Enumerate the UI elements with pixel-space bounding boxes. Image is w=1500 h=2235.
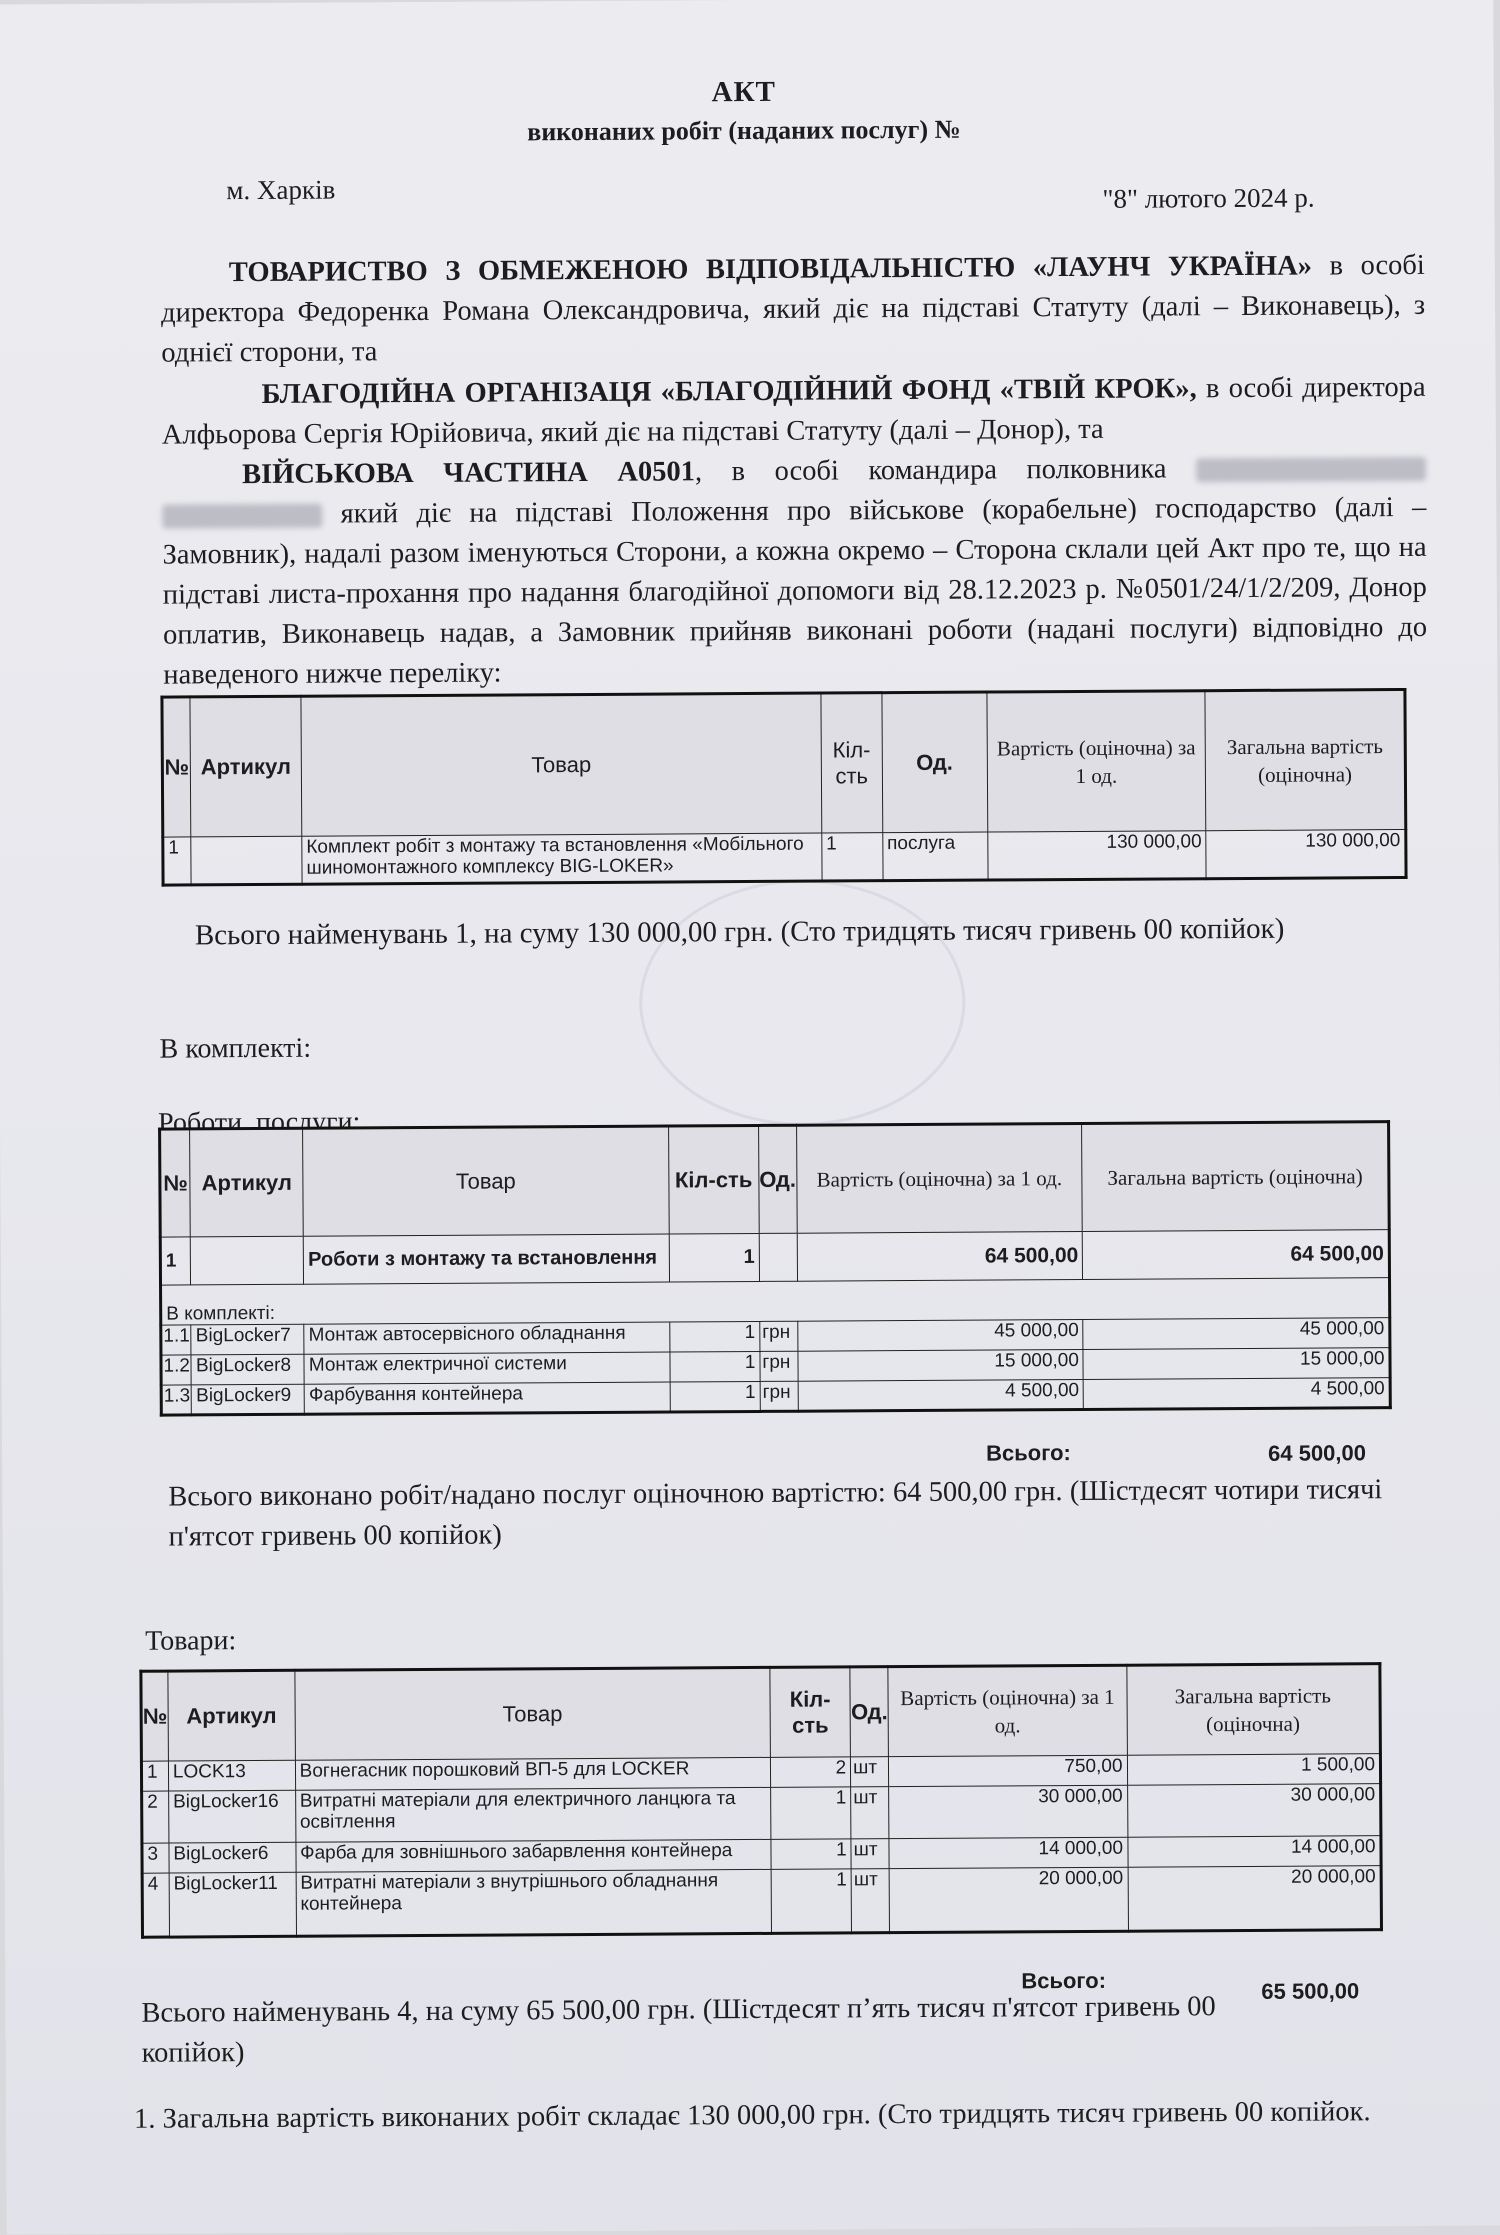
cell-num: 4 <box>142 1873 169 1937</box>
redacted-name-2 <box>162 504 322 529</box>
header-qty: Кіл-сть <box>821 693 883 833</box>
cell-total: 14 000,00 <box>1127 1836 1381 1868</box>
cell-unit <box>759 1233 797 1281</box>
header-unit-price: Вартість (оціночна) за 1 од. <box>796 1123 1083 1233</box>
document-subtitle: виконаних робіт (наданих послуг) № <box>527 114 961 147</box>
cell-unit: послуга <box>883 832 988 881</box>
cell-unit-price: 15 000,00 <box>797 1349 1083 1381</box>
cell-article: BigLocker7 <box>191 1324 304 1355</box>
works-total-label: Всього: <box>985 1440 1071 1466</box>
summary-1: Всього найменувань 1, на суму 130 000,00 грн. (Сто тридцять тисяч гривень 00 копійок) <box>194 912 1285 952</box>
cell-article: BigLocker9 <box>192 1384 305 1415</box>
header-product: Товар <box>301 693 822 836</box>
cell-article: LOCK13 <box>168 1760 295 1791</box>
main-table <box>160 688 1407 887</box>
cell-product: Монтаж автосервісного обладнання <box>304 1322 669 1354</box>
city: м. Харків <box>226 174 336 206</box>
table-header-row <box>162 689 1406 837</box>
cell-product: Фарбування контейнера <box>304 1382 669 1414</box>
cell-product: Витратні матеріали для електричного ланцюга та освітлення <box>295 1787 771 1842</box>
customer-text-1: , в особі командира полковника <box>694 453 1167 488</box>
cell-unit: грн <box>760 1351 798 1381</box>
contractor-text: в особі директора Федоренка Романа Олександровича, який діє на підставі Статуту (далі – Виконавець), з однієї сторони, та <box>160 249 1426 369</box>
cell-article: BigLocker8 <box>191 1354 304 1385</box>
cell-unit: грн <box>760 1381 798 1411</box>
cell-article <box>191 836 302 885</box>
cell-qty: 1 <box>669 1233 760 1282</box>
cell-product: Монтаж електричної системи <box>304 1352 669 1384</box>
cell-total: 15 000,00 <box>1083 1348 1390 1380</box>
donor-text: в особі директора Алфьорова Сергія Юрійовича, який діє на підставі Статуту (далі – Донор), та <box>161 371 1426 451</box>
cell-article: BigLocker11 <box>169 1872 296 1937</box>
summary-2: Всього виконано робіт/надано послуг оціночною вартістю: 64 500,00 грн. (Шістдесят чотири тисячі п'ятсот гривень 00 копійок) <box>168 1474 1383 1553</box>
cell-article: BigLocker6 <box>169 1842 296 1873</box>
cell-unit-price: 14 000,00 <box>889 1837 1127 1868</box>
cell-qty: 2 <box>770 1757 850 1787</box>
cell-article: BigLocker16 <box>169 1790 296 1843</box>
customer-name: ВІЙСЬКОВА ЧАСТИНА А0501 <box>241 456 696 491</box>
table-header-row <box>141 1664 1381 1762</box>
in-set-label: В комплекті: <box>159 1032 312 1065</box>
cell-product: Вогнегасник порошковий ВП-5 для LOCKER <box>295 1757 771 1790</box>
cell-total: 20 000,00 <box>1128 1866 1382 1932</box>
works-table <box>158 1120 1392 1417</box>
works-total-value: 64 500,00 <box>1268 1440 1367 1466</box>
sub-label: В комплекті: <box>161 1278 1390 1326</box>
cell-product: Роботи з монтажу та встановлення <box>303 1234 669 1284</box>
header-total: Загальна вартість (оціночна) <box>1205 689 1406 830</box>
document-date: "8" лютого 2024 р. <box>1102 182 1315 214</box>
donor-name: БЛАГОДІЙНА ОРГАНІЗАЦЯ «БЛАГОДІЙНИЙ ФОНД «ТВІЙ КРОК», <box>261 373 1197 410</box>
header-unit: Од. <box>758 1125 796 1233</box>
cell-qty: 1 <box>669 1321 759 1352</box>
cell-total: 1 500,00 <box>1127 1754 1381 1786</box>
works-label: Роботи, послуги: <box>157 1106 361 1139</box>
header-article: Артикул <box>168 1670 295 1761</box>
header-product: Товар <box>303 1126 669 1236</box>
header-article: Артикул <box>190 1128 304 1237</box>
cell-unit: шт <box>851 1839 889 1869</box>
cell-num: 1.3 <box>161 1385 192 1415</box>
header-unit-price: Вартість (оціночна) за 1 од. <box>987 691 1206 832</box>
header-num: № <box>141 1671 168 1761</box>
cell-unit: шт <box>851 1869 890 1933</box>
header-unit: Од. <box>882 692 988 833</box>
header-num: № <box>160 1129 191 1237</box>
cell-product: Комплект робіт з монтажу та встановлення «Мобільного шиномонтажного комплексу BIG-LOKER» <box>302 833 822 884</box>
cell-unit-price: 4 500,00 <box>798 1379 1084 1411</box>
cell-qty: 1 <box>771 1869 851 1933</box>
goods-total-value: 65 500,00 <box>1261 1978 1360 2004</box>
cell-num: 2 <box>142 1791 169 1843</box>
cell-unit-price: 130 000,00 <box>987 831 1206 880</box>
header-unit: Од. <box>850 1667 889 1757</box>
document-title: АКТ <box>711 75 777 109</box>
header-article: Артикул <box>190 696 302 837</box>
header-num: № <box>162 697 191 837</box>
cell-total: 64 500,00 <box>1083 1230 1390 1280</box>
cell-num: 1 <box>163 837 191 885</box>
goods-total-label: Всього: <box>1021 1967 1107 1994</box>
cell-num: 1 <box>160 1237 191 1285</box>
cell-qty: 1 <box>822 833 883 881</box>
cell-unit: шт <box>851 1787 889 1839</box>
cell-total: 30 000,00 <box>1127 1784 1381 1838</box>
cell-unit-price: 20 000,00 <box>889 1867 1128 1932</box>
table-row <box>163 829 1406 885</box>
cell-num: 1 <box>141 1761 168 1791</box>
cell-total: 45 000,00 <box>1083 1318 1390 1350</box>
header-qty: Кіл-сть <box>668 1125 759 1234</box>
cell-unit-price: 45 000,00 <box>797 1319 1083 1351</box>
table-row <box>142 1784 1381 1844</box>
cell-num: 1.2 <box>161 1355 192 1385</box>
summary-3: Всього найменувань 4, на суму 65 500,00 грн. (Шістдесят п’ять тисяч п'ятсот гривень 00 копійок) <box>141 1991 1216 2069</box>
contractor-name: ТОВАРИСТВО З ОБМЕЖЕНОЮ ВІДПОВІДАЛЬНІСТЮ «ЛАУНЧ УКРАЇНА» <box>228 250 1313 289</box>
goods-label: Товари: <box>145 1625 237 1657</box>
cell-num: 1.1 <box>161 1325 192 1355</box>
cell-product: Витратні матеріали з внутрішнього обладнання контейнера <box>296 1869 772 1936</box>
cell-unit-price: 750,00 <box>889 1755 1127 1786</box>
redacted-name <box>1196 457 1426 482</box>
cell-unit-price: 30 000,00 <box>889 1785 1128 1838</box>
cell-num: 3 <box>142 1843 169 1873</box>
header-unit-price: Вартість (оціночна) за 1 од. <box>888 1665 1127 1756</box>
table-row <box>142 1866 1381 1938</box>
cell-product: Фарба для зовнішнього забарвлення контейнера <box>296 1839 772 1872</box>
table-row <box>161 1378 1390 1416</box>
customer-text-2: який діє на підставі Положення про військове (корабельне) господарство (далі – Замовник), надалі разом іменуються Сторони, а кожна окремо – Сторона склали цей Акт про те, що на підставі листа-прохання про надання благодійної допомоги від 28.12.2023 р. №0501/24/1/2/209, Донор оплатив, Виконавець надав, а Замовник прийняв виконані роботи (надані послуги) відповідно до наведеного нижче переліку: <box>162 491 1428 691</box>
cell-article <box>191 1236 304 1285</box>
donor-paragraph <box>161 368 1425 456</box>
customer-paragraph <box>162 448 1427 696</box>
goods-table <box>139 1662 1383 1939</box>
cell-qty: 1 <box>771 1787 851 1839</box>
header-qty: Кіл-сть <box>770 1667 851 1757</box>
cell-qty: 1 <box>670 1351 760 1382</box>
header-total: Загальна вартість (оціночна) <box>1082 1122 1389 1232</box>
cell-qty: 1 <box>771 1839 851 1869</box>
cell-total: 4 500,00 <box>1084 1378 1391 1410</box>
clause-1: 1. Загальна вартість виконаних робіт складає 130 000,00 грн. (Сто тридцять тисяч гривень 00 копійок. <box>134 2096 1371 2135</box>
header-product: Товар <box>294 1667 770 1760</box>
cell-qty: 1 <box>670 1381 760 1412</box>
cell-total: 130 000,00 <box>1206 829 1406 878</box>
header-total: Загальна вартість (оціночна) <box>1126 1664 1380 1756</box>
cell-unit-price: 64 500,00 <box>797 1231 1083 1281</box>
contractor-paragraph <box>161 246 1426 374</box>
table-row-main <box>160 1230 1389 1286</box>
cell-unit: шт <box>851 1757 889 1787</box>
cell-unit: грн <box>760 1321 798 1351</box>
table-header-row <box>160 1122 1390 1238</box>
